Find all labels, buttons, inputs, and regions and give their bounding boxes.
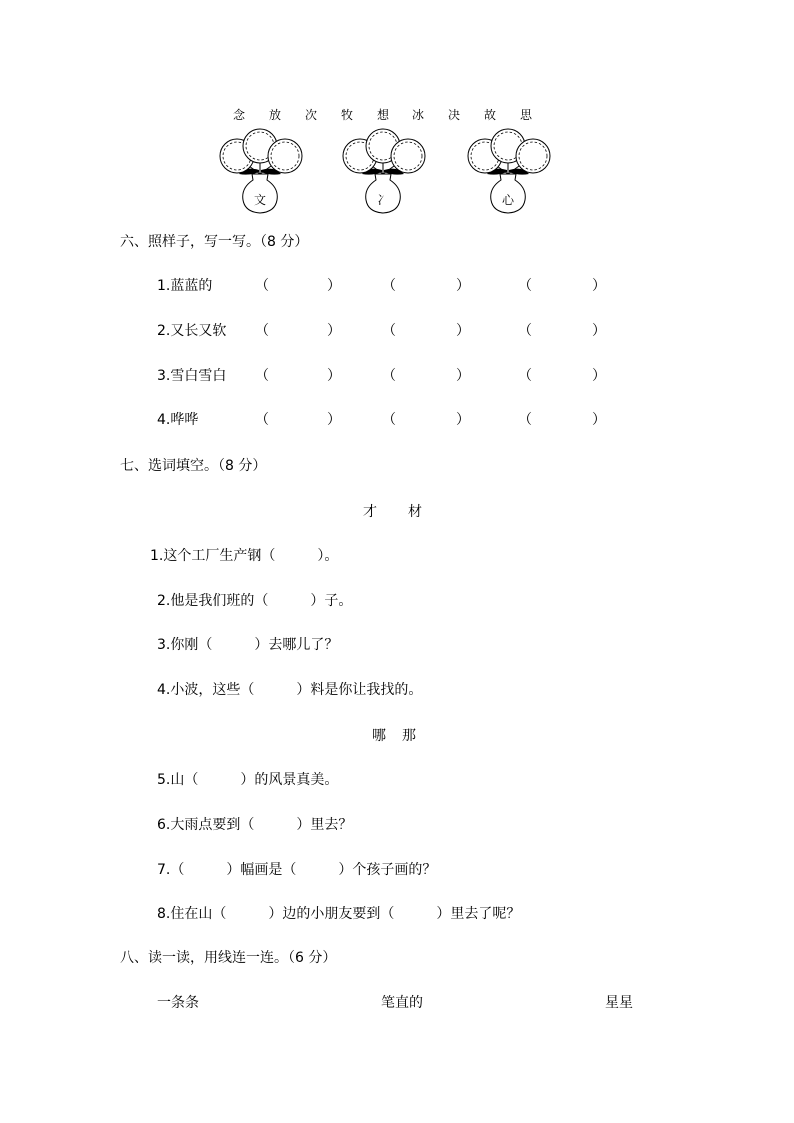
vase-radical: 文 (253, 193, 267, 207)
section7-question: 2.他是我们班的（ ）子。 (157, 593, 353, 609)
match-word: 笔直的 (381, 995, 423, 1011)
blank-open: （ (382, 278, 396, 294)
word-bank-char: 决 (448, 108, 461, 122)
blank-close: ） (327, 278, 341, 294)
word-bank-char: 想 (377, 108, 390, 122)
section7-question: 6.大雨点要到（ ）里去？ (157, 817, 353, 833)
blank-open: （ (518, 323, 532, 339)
section7-title: 七、选词填空。（8 分） (120, 458, 267, 474)
blank-open: （ (518, 412, 532, 428)
vase-radical: 冫 (376, 193, 390, 207)
section6-title: 六、照样子，写一写。（8 分） (120, 234, 309, 250)
section7-question: 5.山（ ）的风景真美。 (157, 772, 339, 788)
vase-2 (343, 129, 425, 213)
word-bank-char: 次 (305, 108, 318, 122)
blank-close: ） (456, 323, 470, 339)
vase-3 (468, 129, 550, 213)
section7-question: 8.住在山（ ）边的小朋友要到（ ）里去了呢？ (157, 906, 521, 922)
blank-close: ） (592, 323, 606, 339)
section8-title: 八、读一读，用线连一连。（6 分） (120, 950, 337, 966)
match-word: 星星 (605, 995, 633, 1011)
blank-close: ） (327, 368, 341, 384)
blank-close: ） (592, 278, 606, 294)
word-bank-char: 放 (269, 108, 282, 122)
section7-question: 7.（ ）幅画是（ ）个孩子画的？ (157, 862, 437, 878)
blank-open: （ (255, 278, 269, 294)
blank-close: ） (456, 368, 470, 384)
section6-item-label: 1.蓝蓝的 (157, 278, 213, 294)
word-bank-char: 故 (484, 108, 497, 122)
blank-close: ） (327, 323, 341, 339)
section7-choices-group1: 才 材 (363, 504, 423, 520)
section6-item-label: 4.哗哗 (157, 412, 199, 428)
word-bank-char: 思 (520, 108, 533, 122)
word-bank-char: 牧 (341, 108, 354, 122)
section6-item-label: 2.又长又软 (157, 323, 227, 339)
match-word: 一条条 (157, 995, 199, 1011)
section7-choices-group2: 哪 那 (372, 728, 417, 744)
blank-close: ） (456, 278, 470, 294)
word-bank-char: 冰 (412, 108, 425, 122)
word-bank-char: 念 (233, 108, 246, 122)
blank-open: （ (255, 412, 269, 428)
blank-open: （ (255, 368, 269, 384)
vase-radical: 心 (501, 193, 515, 207)
section7-question: 1.这个工厂生产钢（ ）。 (150, 548, 339, 564)
blank-open: （ (518, 368, 532, 384)
blank-open: （ (518, 278, 532, 294)
section7-question: 4.小波，这些（ ）料是你让我找的。 (157, 682, 423, 698)
section7-question: 3.你刚（ ）去哪儿了？ (157, 637, 339, 653)
blank-open: （ (382, 368, 396, 384)
blank-open: （ (382, 412, 396, 428)
blank-close: ） (592, 412, 606, 428)
blank-close: ） (592, 368, 606, 384)
blank-close: ） (327, 412, 341, 428)
vase-1 (220, 129, 302, 213)
blank-open: （ (255, 323, 269, 339)
section6-item-label: 3.雪白雪白 (157, 368, 227, 384)
flower-vases-illustration (205, 128, 565, 218)
blank-close: ） (456, 412, 470, 428)
blank-open: （ (382, 323, 396, 339)
